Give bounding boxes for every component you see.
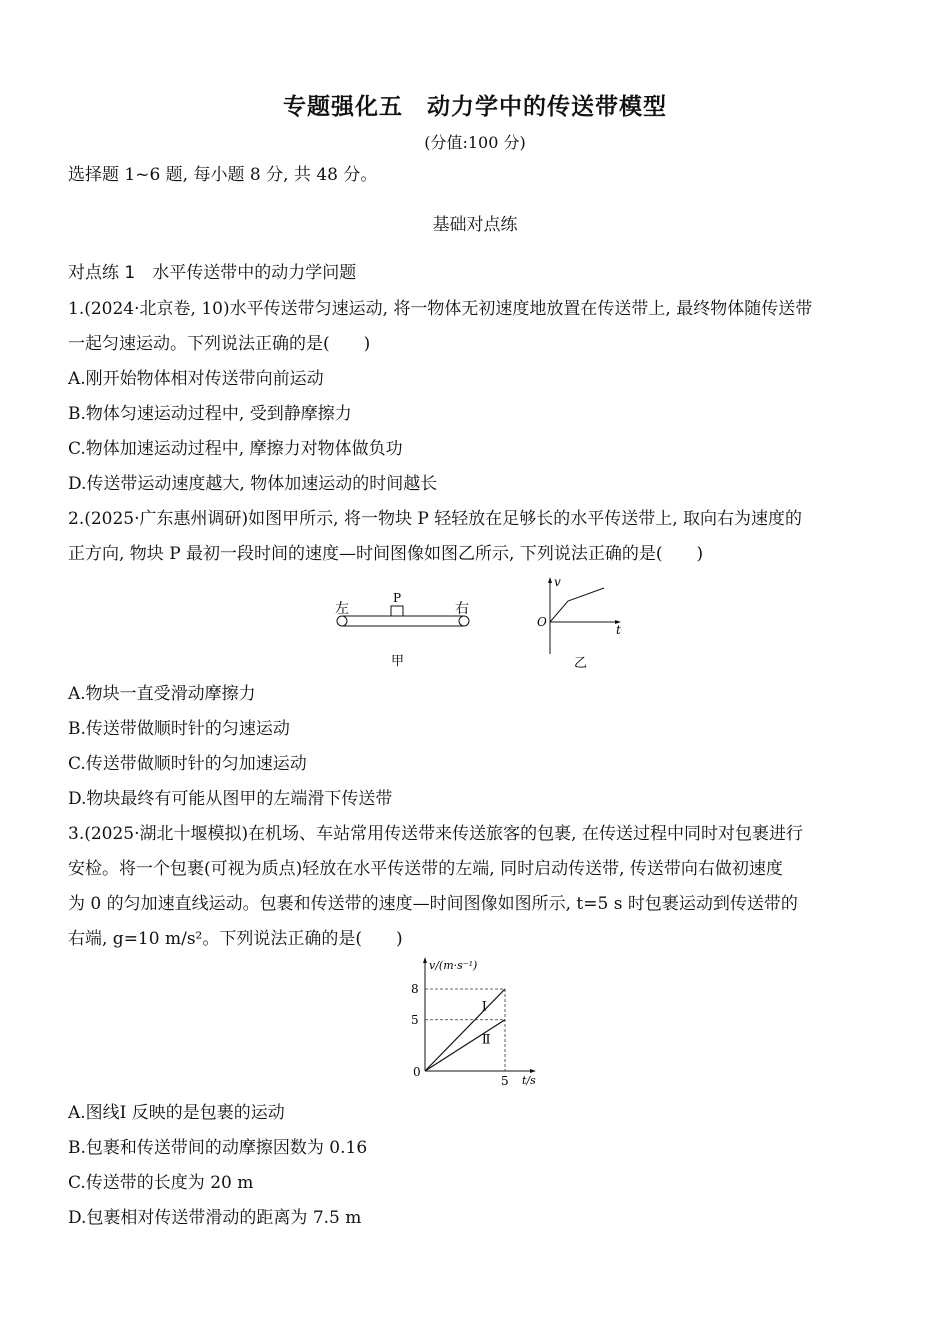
q3-series-line-1	[425, 989, 505, 1071]
figure-yi-vt-graph	[530, 574, 630, 672]
section-subheading: 对点练 1 水平传送带中的动力学问题	[68, 263, 357, 283]
score-note: (分值:100 分)	[424, 133, 526, 152]
q3-option-d: D.包裹相对传送带滑动的距离为 7.5 m	[68, 1208, 362, 1228]
figure-jia-conveyor	[325, 588, 485, 670]
fig-jia-block-label: P	[393, 591, 402, 605]
q3-y-label: v/(m·s⁻¹)	[429, 959, 478, 972]
q2-option-c: C.传送带做顺时针的匀加速运动	[68, 754, 307, 774]
q3-series-label-1: Ⅰ	[481, 999, 487, 1015]
right-roller	[459, 616, 469, 626]
q3-x-arrow	[530, 1069, 536, 1073]
q1-option-d: D.传送带运动速度越大, 物体加速运动的时间越长	[68, 474, 438, 494]
q1-option-c: C.物体加速运动过程中, 摩擦力对物体做负功	[68, 439, 403, 459]
q3-stem-line2: 安检。将一个包裹(可视为质点)轻放在水平传送带的左端, 同时启动传送带, 传送带向右做初速度	[68, 859, 783, 879]
q3-x-label: t/s	[522, 1074, 536, 1087]
q2-option-a: A.物块一直受滑动摩擦力	[68, 684, 256, 704]
q3-series-label-2: Ⅱ	[481, 1032, 491, 1048]
q3-option-c: C.传送带的长度为 20 m	[68, 1173, 254, 1193]
q3-y-tick-5: 5	[411, 1012, 419, 1027]
fig-yi-origin-label: O	[537, 615, 547, 629]
q3-series-line-2	[425, 1020, 505, 1071]
q3-y-tick-8: 8	[411, 982, 419, 996]
q3-stem-line3: 为 0 的匀加速直线运动。包裹和传送带的速度—时间图像如图所示, t=5 s 时包裹运动到传送带的	[68, 894, 798, 914]
q1-option-b: B.物体匀速运动过程中, 受到静摩擦力	[68, 404, 352, 424]
section-heading: 基础对点练	[432, 215, 518, 235]
fig-jia-caption: 甲	[391, 654, 405, 669]
q3-vt-chart	[405, 953, 550, 1088]
fig-yi-v-arrow	[548, 577, 552, 583]
q3-option-b: B.包裹和传送带间的动摩擦因数为 0.16	[68, 1138, 368, 1158]
block-p	[391, 606, 403, 616]
q3-stem-line4: 右端, g=10 m/s²。下列说法正确的是( )	[68, 929, 403, 949]
left-roller	[337, 616, 347, 626]
q3-option-a: A.图线Ⅰ 反映的是包裹的运动	[68, 1103, 285, 1123]
page-title: 专题强化五 动力学中的传送带模型	[283, 94, 667, 120]
q1-option-a: A.刚开始物体相对传送带向前运动	[68, 369, 324, 389]
fig-yi-velocity-curve	[550, 588, 604, 622]
q3-x-tick-5: 5	[501, 1074, 509, 1088]
fig-jia-left-label: 左	[335, 601, 349, 617]
fig-yi-t-label: t	[616, 623, 621, 637]
q3-y-arrow	[423, 957, 427, 963]
q2-stem-line1: 2.(2025·广东惠州调研)如图甲所示, 将一物块 P 轻轻放在足够长的水平传送带上, 取向右为速度的	[68, 509, 803, 529]
q1-stem-line1: 1.(2024·北京卷, 10)水平传送带匀速运动, 将一物体无初速度地放置在传送带上, 最终物体随传送带	[68, 299, 813, 319]
fig-yi-v-label: v	[554, 575, 561, 589]
instructions: 选择题 1~6 题, 每小题 8 分, 共 48 分。	[68, 165, 378, 185]
q3-origin-label: 0	[413, 1065, 421, 1079]
fig-yi-caption: 乙	[574, 656, 588, 671]
q2-option-d: D.物块最终有可能从图甲的左端滑下传送带	[68, 789, 393, 809]
q3-stem-line1: 3.(2025·湖北十堰模拟)在机场、车站常用传送带来传送旅客的包裹, 在传送过程中同时对包裹进行	[68, 824, 803, 844]
q1-stem-line2: 一起匀速运动。下列说法正确的是( )	[68, 334, 371, 354]
q2-stem-line2: 正方向, 物块 P 最初一段时间的速度—时间图像如图乙所示, 下列说法正确的是( )	[68, 544, 704, 564]
fig-jia-right-label: 右	[455, 601, 469, 617]
q2-option-b: B.传送带做顺时针的匀速运动	[68, 719, 290, 739]
